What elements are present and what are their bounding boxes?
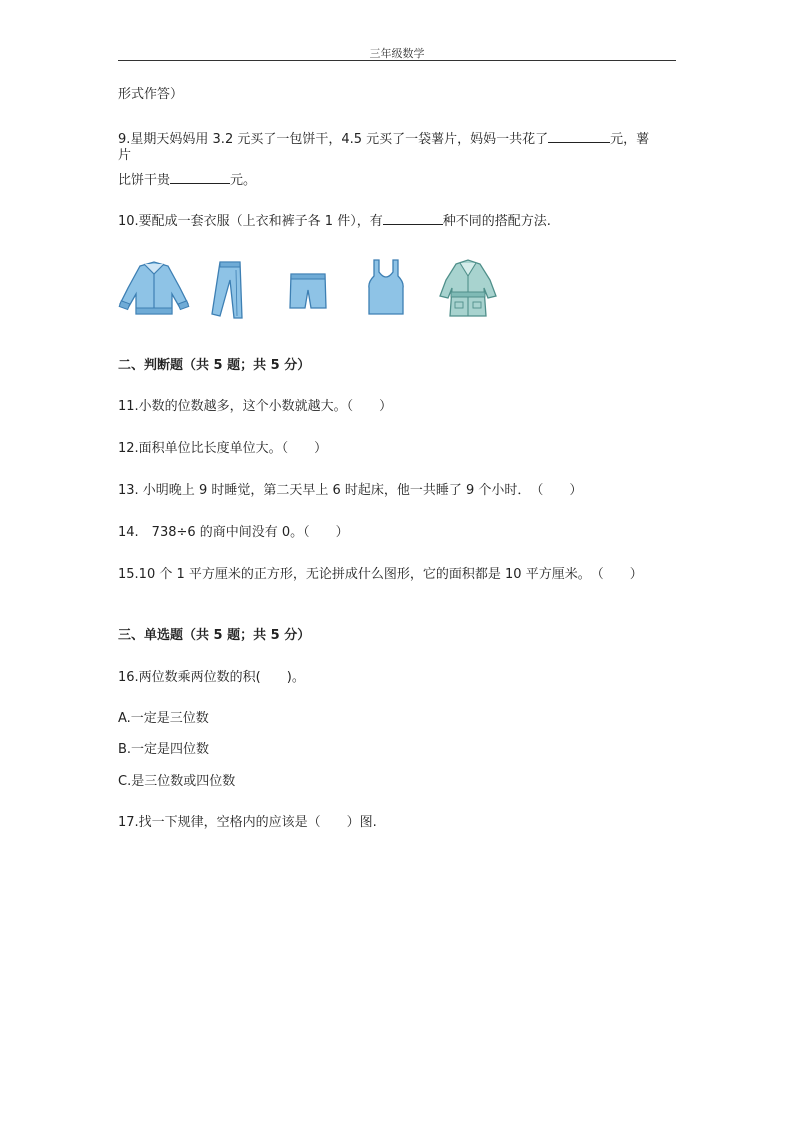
header-rule: [118, 60, 676, 61]
q10-text-2: 种不同的搭配方法.: [442, 214, 551, 229]
question-14: 14. 738÷6 的商中间没有 0。（ ）: [118, 525, 349, 540]
q9-wrap: 片: [118, 148, 132, 163]
q9-text-1: 9.星期天妈妈用 3.2 元买了一包饼干，4.5 元买了一袋薯片，妈妈一共花了: [118, 132, 549, 147]
q9-blank-2: [170, 170, 230, 184]
coat-icon: [438, 258, 498, 320]
q9-text-2: 元，薯: [610, 132, 650, 147]
pants-icon: [206, 258, 248, 320]
q16-option-a: A.一定是三位数: [118, 711, 209, 726]
q10-text-1: 10.要配成一套衣服（上衣和裤子各 1 件），有: [118, 214, 383, 229]
section-2-title: 二、判断题（共 5 题；共 5 分）: [118, 358, 311, 373]
question-9-line-2: [118, 170, 256, 190]
q9-blank-1: [548, 129, 610, 143]
question-10: [118, 211, 551, 231]
section-3-title: 三、单选题（共 5 题；共 5 分）: [118, 628, 311, 643]
question-9-line-1: [118, 129, 649, 149]
question-17: 17.找一下规律，空格内的应该是（ ）图.: [118, 815, 377, 830]
header-title: 三年级数学: [369, 47, 425, 60]
q9-text-3: 比饼干贵: [118, 173, 171, 188]
q9-text-4: 元。: [230, 173, 257, 188]
q10-blank: [383, 211, 443, 225]
jacket-icon: [118, 258, 190, 320]
question-13: 13. 小明晚上 9 时睡觉，第二天早上 6 时起床，他一共睡了 9 个小时． （ ）: [118, 483, 583, 498]
question-16: 16.两位数乘两位数的积( )。: [118, 670, 305, 685]
question-15: 15.10 个 1 平方厘米的正方形，无论拼成什么图形，它的面积都是 10 平方厘米。 （ ）: [118, 567, 643, 582]
q16-option-b: B.一定是四位数: [118, 742, 210, 757]
q16-option-c: C.是三位数或四位数: [118, 774, 236, 789]
shorts-icon: [288, 258, 328, 320]
q8-tail: 形式作答）: [118, 87, 184, 102]
tank-top-icon: [366, 258, 406, 320]
question-12: 12.面积单位比长度单位大。（ ）: [118, 441, 328, 456]
question-11: 11.小数的位数越多，这个小数就越大。（ ）: [118, 399, 393, 414]
